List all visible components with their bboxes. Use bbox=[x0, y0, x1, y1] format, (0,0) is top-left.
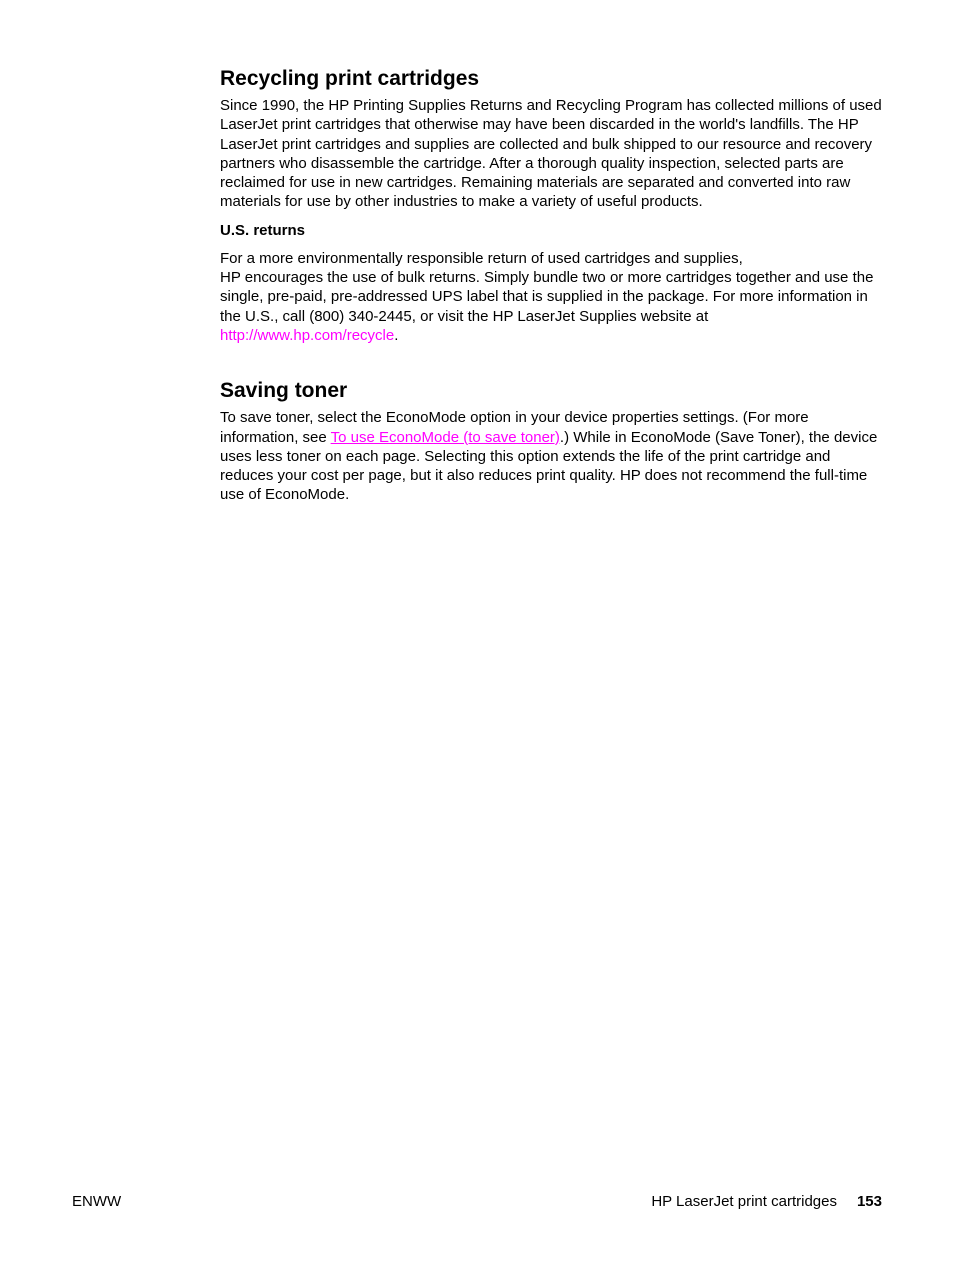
us-returns-paragraph bbox=[220, 249, 884, 345]
saving-toner-heading: Saving toner bbox=[220, 379, 348, 403]
saving-toner-paragraph bbox=[220, 408, 884, 504]
us-returns-text: HP encourages the use of bulk returns. Simply bundle two or more cartridges together and use the single, pre-paid, pre-addressed UPS label that is supplied in the package. For more information in the U.S., call (800) 340-2445, or visit the HP LaserJet Supplies website at bbox=[220, 269, 874, 325]
saving-toner-text-after: .) While in EconoMode (Save Toner), the device uses less toner on each page. Selecting this option extends the life of the print cartridge and reduces your cost per page, but it also reduces print quality. HP does not recommend the full-time use of EconoMode. bbox=[220, 428, 878, 504]
footer-right bbox=[651, 1192, 882, 1212]
recycling-heading: Recycling print cartridges bbox=[220, 67, 480, 90]
economode-link[interactable]: To use EconoMode (to save toner) bbox=[330, 428, 560, 446]
recycling-paragraph: Since 1990, the HP Printing Supplies Returns and Recycling Program has collected millions of used LaserJet print cartridges that otherwise may have been discarded in the world's landfills. The HP LaserJet print cartridges and supplies are collected and bulk shipped to our resource and recovery partners who disassemble the cartridge. After a thorough quality inspection, selected parts are reclaimed for use in new cartridges. Remaining materials are separated and converted into raw materials for use by other industries to make a variety of useful products. bbox=[220, 97, 882, 211]
page-number: 153 bbox=[856, 1193, 882, 1210]
us-returns-text-end: . bbox=[394, 326, 399, 344]
us-returns-text-line1: For a more environmentally responsible return of used cartridges and supplies, bbox=[220, 249, 743, 267]
us-returns-heading: U.S. returns bbox=[220, 221, 306, 239]
footer-chapter-title: HP LaserJet print cartridges bbox=[651, 1193, 837, 1210]
recycle-website-link[interactable]: http://www.hp.com/recycle bbox=[220, 326, 395, 344]
footer-left-label: ENWW bbox=[72, 1193, 122, 1210]
saving-toner-text-before: To save toner, select the EconoMode option in your device properties settings. (For more information, see bbox=[220, 409, 809, 446]
page-content bbox=[220, 64, 884, 505]
